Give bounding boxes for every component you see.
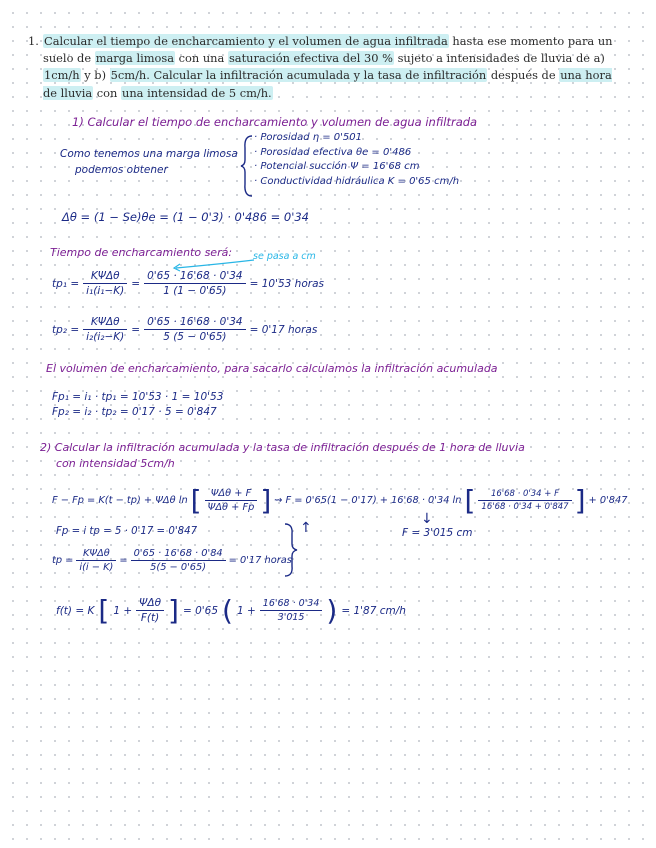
tp2-denominator-values: 5 (5 − 0'65) [163, 331, 227, 343]
main-eq-fraction [205, 488, 258, 513]
highlighted-text: 1cm/h [44, 68, 80, 83]
up-arrow-icon: ↑ [300, 520, 312, 536]
tp1-fraction-values [144, 270, 246, 297]
properties-brace [240, 134, 254, 198]
main-eq-lhs: F − Fp = K(t − tp) + ΨΔθ ln [52, 495, 188, 506]
tp-numerator: KΨΔθ [76, 548, 116, 561]
properties-list [254, 131, 459, 189]
problem-statement [28, 33, 628, 102]
tp2-fraction [83, 316, 127, 343]
rate-lhs: f(t) = K [56, 604, 95, 617]
tp2-equation [52, 316, 317, 343]
bracket-close-2: ] [574, 484, 586, 517]
problem-text-segment: después de [487, 68, 560, 83]
tp-intro: Tiempo de encharcamiento será: [50, 246, 233, 259]
tp-equation-part2 [52, 548, 292, 573]
tp-result: = 0'17 horas [228, 555, 292, 566]
highlighted-text: una hora de lluvia [43, 68, 612, 100]
tp-note: se pasa a cm [253, 251, 316, 262]
tp1-numerator-values: 0'65 · 16'68 · 0'34 [144, 270, 246, 284]
sub-eq-numerator: 16'68 · 0'34 + F [478, 489, 571, 501]
rate-bracket-close: ] [168, 594, 179, 627]
part2-heading-1: 2) Calcular la infiltración acumulada y la tasa de infiltración después de 1 hora de lluvia [40, 441, 525, 454]
highlighted-text: una intensidad de 5 cm/h. [121, 85, 272, 100]
sub-eq-denominator: 16'68 · 0'34 + 0'847 [481, 502, 569, 512]
tp1-denominator: i₁(i₁−K) [86, 285, 125, 297]
sub-eq-tail: + 0'847 [588, 495, 628, 506]
fp2-equation: Fp₂ = i₂ · tp₂ = 0'17 · 5 = 0'847 [52, 406, 217, 418]
rate-one-2: 1 + [236, 604, 256, 617]
property-suction: · Potencial succión Ψ = 16'68 cm [254, 161, 420, 172]
sub-eq-fraction [478, 489, 571, 512]
tp1-numerator: KΨΔθ [83, 270, 127, 284]
sub-eq-lhs: F = 0'65(1 − 0'17) + 16'68 · 0'34 ln [285, 495, 462, 506]
f-result: F = 3'015 cm [402, 527, 473, 539]
grouping-brace [283, 522, 299, 578]
highlighted-text: 5cm/h. Calcular la infiltración acumulada y la tasa de infiltración [110, 68, 487, 83]
main-eq-denominator: ΨΔθ + Fp [207, 502, 255, 513]
tp-eq: = [119, 555, 128, 566]
tp-lhs: tp = [52, 555, 74, 566]
problem-text-segment: hasta ese momento para un suelo de [43, 34, 613, 66]
property-conductivity: · Conductividad hidráulica K = 0'65 cm/h [254, 175, 460, 187]
tp-denominator-values: 5(5 − 0'65) [150, 562, 207, 573]
rate-one: 1 + [113, 604, 133, 617]
infiltration-rate-equation [56, 594, 406, 627]
intro-line-1: Como tenemos una marga limosa [60, 148, 238, 160]
problem-text-segment: sujeto a intensidades de lluvia de a) [393, 51, 605, 66]
highlighted-text: marga limosa [95, 51, 175, 66]
tp-numerator-values: 0'65 · 16'68 · 0'84 [131, 548, 226, 561]
tp2-lhs: tp₂ = [52, 323, 80, 336]
property-effective-porosity: · Porosidad efectiva θe = 0'486 [254, 146, 412, 158]
tp1-eq: = [131, 277, 141, 290]
volume-intro: El volumen de encharcamiento, para sacarlo calculamos la infiltración acumulada [46, 362, 498, 375]
problem-text-segment: con [93, 85, 121, 100]
problem-number: 1. [28, 34, 39, 48]
tp1-denominator-values: 1 (1 − 0'65) [163, 285, 227, 297]
main-infiltration-equation [52, 484, 627, 517]
tp1-equation [52, 270, 324, 297]
rate-bracket-open: [ [98, 594, 110, 627]
delta-theta-equation: Δθ = (1 − Se)θe = (1 − 0'3) · 0'486 = 0'34 [62, 210, 310, 224]
rate-result: = 1'87 cm/h [341, 604, 406, 617]
tp1-fraction [83, 270, 127, 297]
problem-text-segment: con una [175, 51, 228, 66]
highlighted-text: Calcular el tiempo de encharcamiento y el volumen de agua infiltrada [44, 34, 448, 48]
problem-text [43, 33, 628, 102]
tp2-result: = 0'17 horas [249, 323, 318, 336]
fp-equation: Fp = i tp = 5 · 0'17 = 0'847 [56, 526, 198, 537]
intro-line-2: podemos obtener [75, 164, 168, 176]
tp-fraction-values [131, 548, 226, 573]
down-arrow-icon: ↓ [421, 511, 433, 527]
bracket-open-2: [ [464, 484, 476, 517]
tp1-lhs: tp₁ = [52, 277, 80, 290]
problem-text-segment: y b) [80, 68, 110, 83]
tp2-fraction-values [144, 316, 246, 343]
rate-fraction [136, 597, 164, 624]
squiggle-arrow-icon: ⇝ [274, 495, 283, 506]
rate-paren-open: ( [222, 594, 233, 627]
rate-numerator-values: 16'68 · 0'34 [260, 598, 323, 611]
bracket-open: [ [190, 484, 202, 517]
highlighted-text: saturación efectiva del 30 % [228, 51, 393, 66]
rate-denominator: F(t) [140, 612, 160, 624]
tp2-eq: = [131, 323, 141, 336]
tp1-result: = 10'53 horas [249, 277, 324, 290]
property-porosity: · Porosidad η = 0'501 [254, 132, 362, 143]
rate-denominator-values: 3'015 [277, 612, 305, 623]
rate-mid: = 0'65 [182, 604, 219, 617]
rate-numerator: ΨΔθ [136, 597, 164, 611]
fp1-equation: Fp₁ = i₁ · tp₁ = 10'53 · 1 = 10'53 [52, 391, 224, 403]
part1-heading: 1) Calcular el tiempo de encharcamiento y volumen de agua infiltrada [72, 115, 478, 129]
tp2-numerator: KΨΔθ [83, 316, 127, 330]
tp2-denominator: i₂(i₂−K) [86, 331, 125, 343]
rate-paren-close: ) [326, 594, 338, 627]
tp-denominator: i(i − K) [79, 562, 114, 573]
rate-fraction-values [260, 598, 323, 623]
bracket-close: ] [260, 484, 272, 517]
part2-heading-2: con intensidad 5cm/h [56, 457, 175, 470]
tp2-numerator-values: 0'65 · 16'68 · 0'34 [144, 316, 246, 330]
main-eq-numerator: ΨΔθ + F [205, 488, 258, 501]
tp-fraction [76, 548, 116, 573]
